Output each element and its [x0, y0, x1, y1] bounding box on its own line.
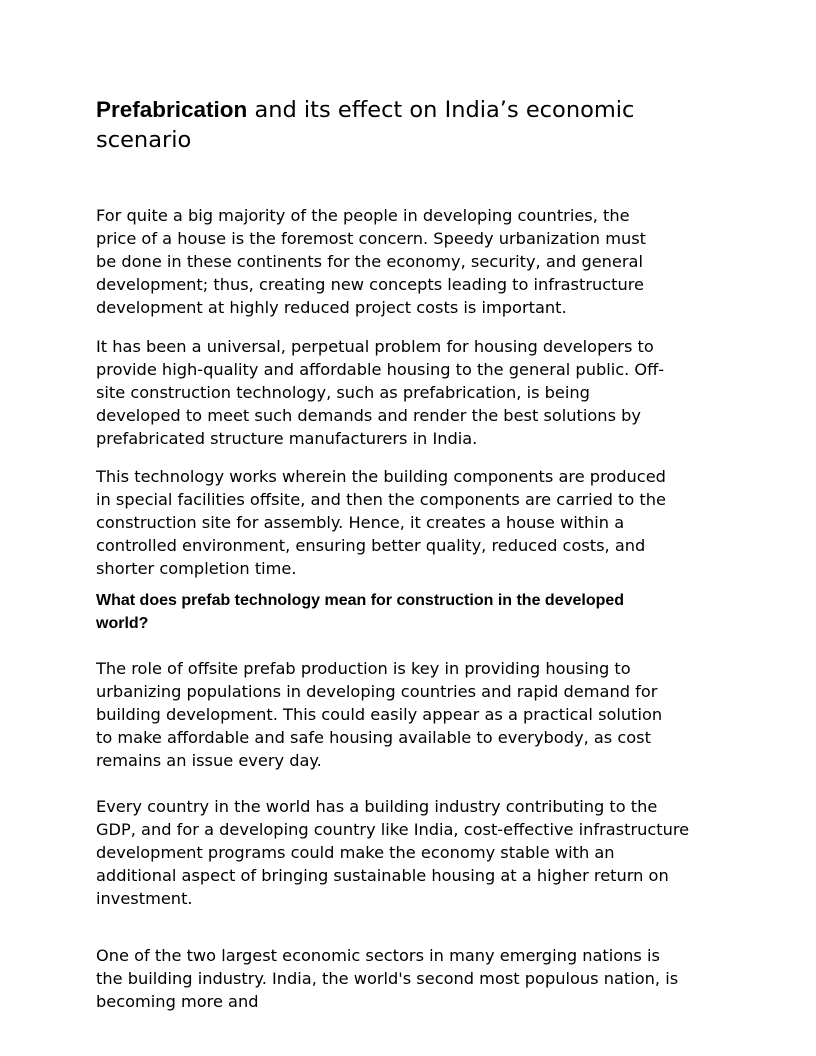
heading-line: What does prefab technology mean for construction in the developed	[96, 592, 625, 609]
title-line-2: scenario	[96, 127, 192, 153]
paragraph-line: price of a house is the foremost concern. Speedy urbanization must	[96, 229, 647, 248]
paragraph-line: prefabricated structure manufacturers in India.	[96, 429, 478, 448]
paragraph-line: building development. This could easily appear as a practical solution	[96, 705, 663, 724]
paragraph-line: developed to meet such demands and render the best solutions by	[96, 406, 641, 425]
paragraph-line: becoming more and	[96, 992, 259, 1011]
paragraph-line: urbanizing populations in developing countries and rapid demand for	[96, 682, 658, 701]
title-rest: and its effect on India’s economic	[247, 97, 635, 123]
paragraph-line: to make affordable and safe housing available to everybody, as cost	[96, 728, 651, 747]
paragraph-line: shorter completion time.	[96, 559, 297, 578]
paragraph-line: The role of offsite prefab production is key in providing housing to	[96, 659, 631, 678]
paragraph-line: Every country in the world has a building industry contributing to the	[96, 797, 658, 816]
title-line-1	[96, 95, 716, 125]
paragraph-line: additional aspect of bringing sustainable housing at a higher return on	[96, 866, 669, 885]
paragraph-4	[96, 657, 662, 772]
paragraph-line: development programs could make the economy stable with an	[96, 843, 615, 862]
paragraph-6	[96, 944, 678, 1013]
paragraph-line: development; thus, creating new concepts leading to infrastructure	[96, 275, 645, 294]
heading-line: world?	[96, 615, 149, 632]
paragraph-line: be done in these continents for the economy, security, and general	[96, 252, 643, 271]
paragraph-line: controlled environment, ensuring better quality, reduced costs, and	[96, 536, 646, 555]
paragraph-2	[96, 335, 664, 450]
paragraph-line: in special facilities offsite, and then the components are carried to the	[96, 490, 666, 509]
paragraph-line: investment.	[96, 889, 193, 908]
paragraph-line: provide high-quality and affordable housing to the general public. Off-	[96, 360, 665, 379]
paragraph-line: development at highly reduced project costs is important.	[96, 298, 567, 317]
paragraph-line: One of the two largest economic sectors in many emerging nations is	[96, 946, 660, 965]
paragraph-1	[96, 204, 646, 319]
paragraph-3	[96, 465, 666, 580]
section-heading	[96, 589, 696, 635]
paragraph-line: It has been a universal, perpetual problem for housing developers to	[96, 337, 654, 356]
paragraph-line: GDP, and for a developing country like India, cost-effective infrastructure	[96, 820, 690, 839]
paragraph-line: This technology works wherein the building components are produced	[96, 467, 666, 486]
paragraph-line: remains an issue every day.	[96, 751, 322, 770]
paragraph-line: the building industry. India, the world's second most populous nation, is	[96, 969, 679, 988]
paragraph-line: construction site for assembly. Hence, it creates a house within a	[96, 513, 625, 532]
paragraph-line: site construction technology, such as prefabrication, is being	[96, 383, 590, 402]
paragraph-5	[96, 795, 689, 910]
page-title	[96, 95, 716, 155]
title-bold-word: Prefabrication	[96, 97, 248, 122]
paragraph-line: For quite a big majority of the people in developing countries, the	[96, 206, 630, 225]
